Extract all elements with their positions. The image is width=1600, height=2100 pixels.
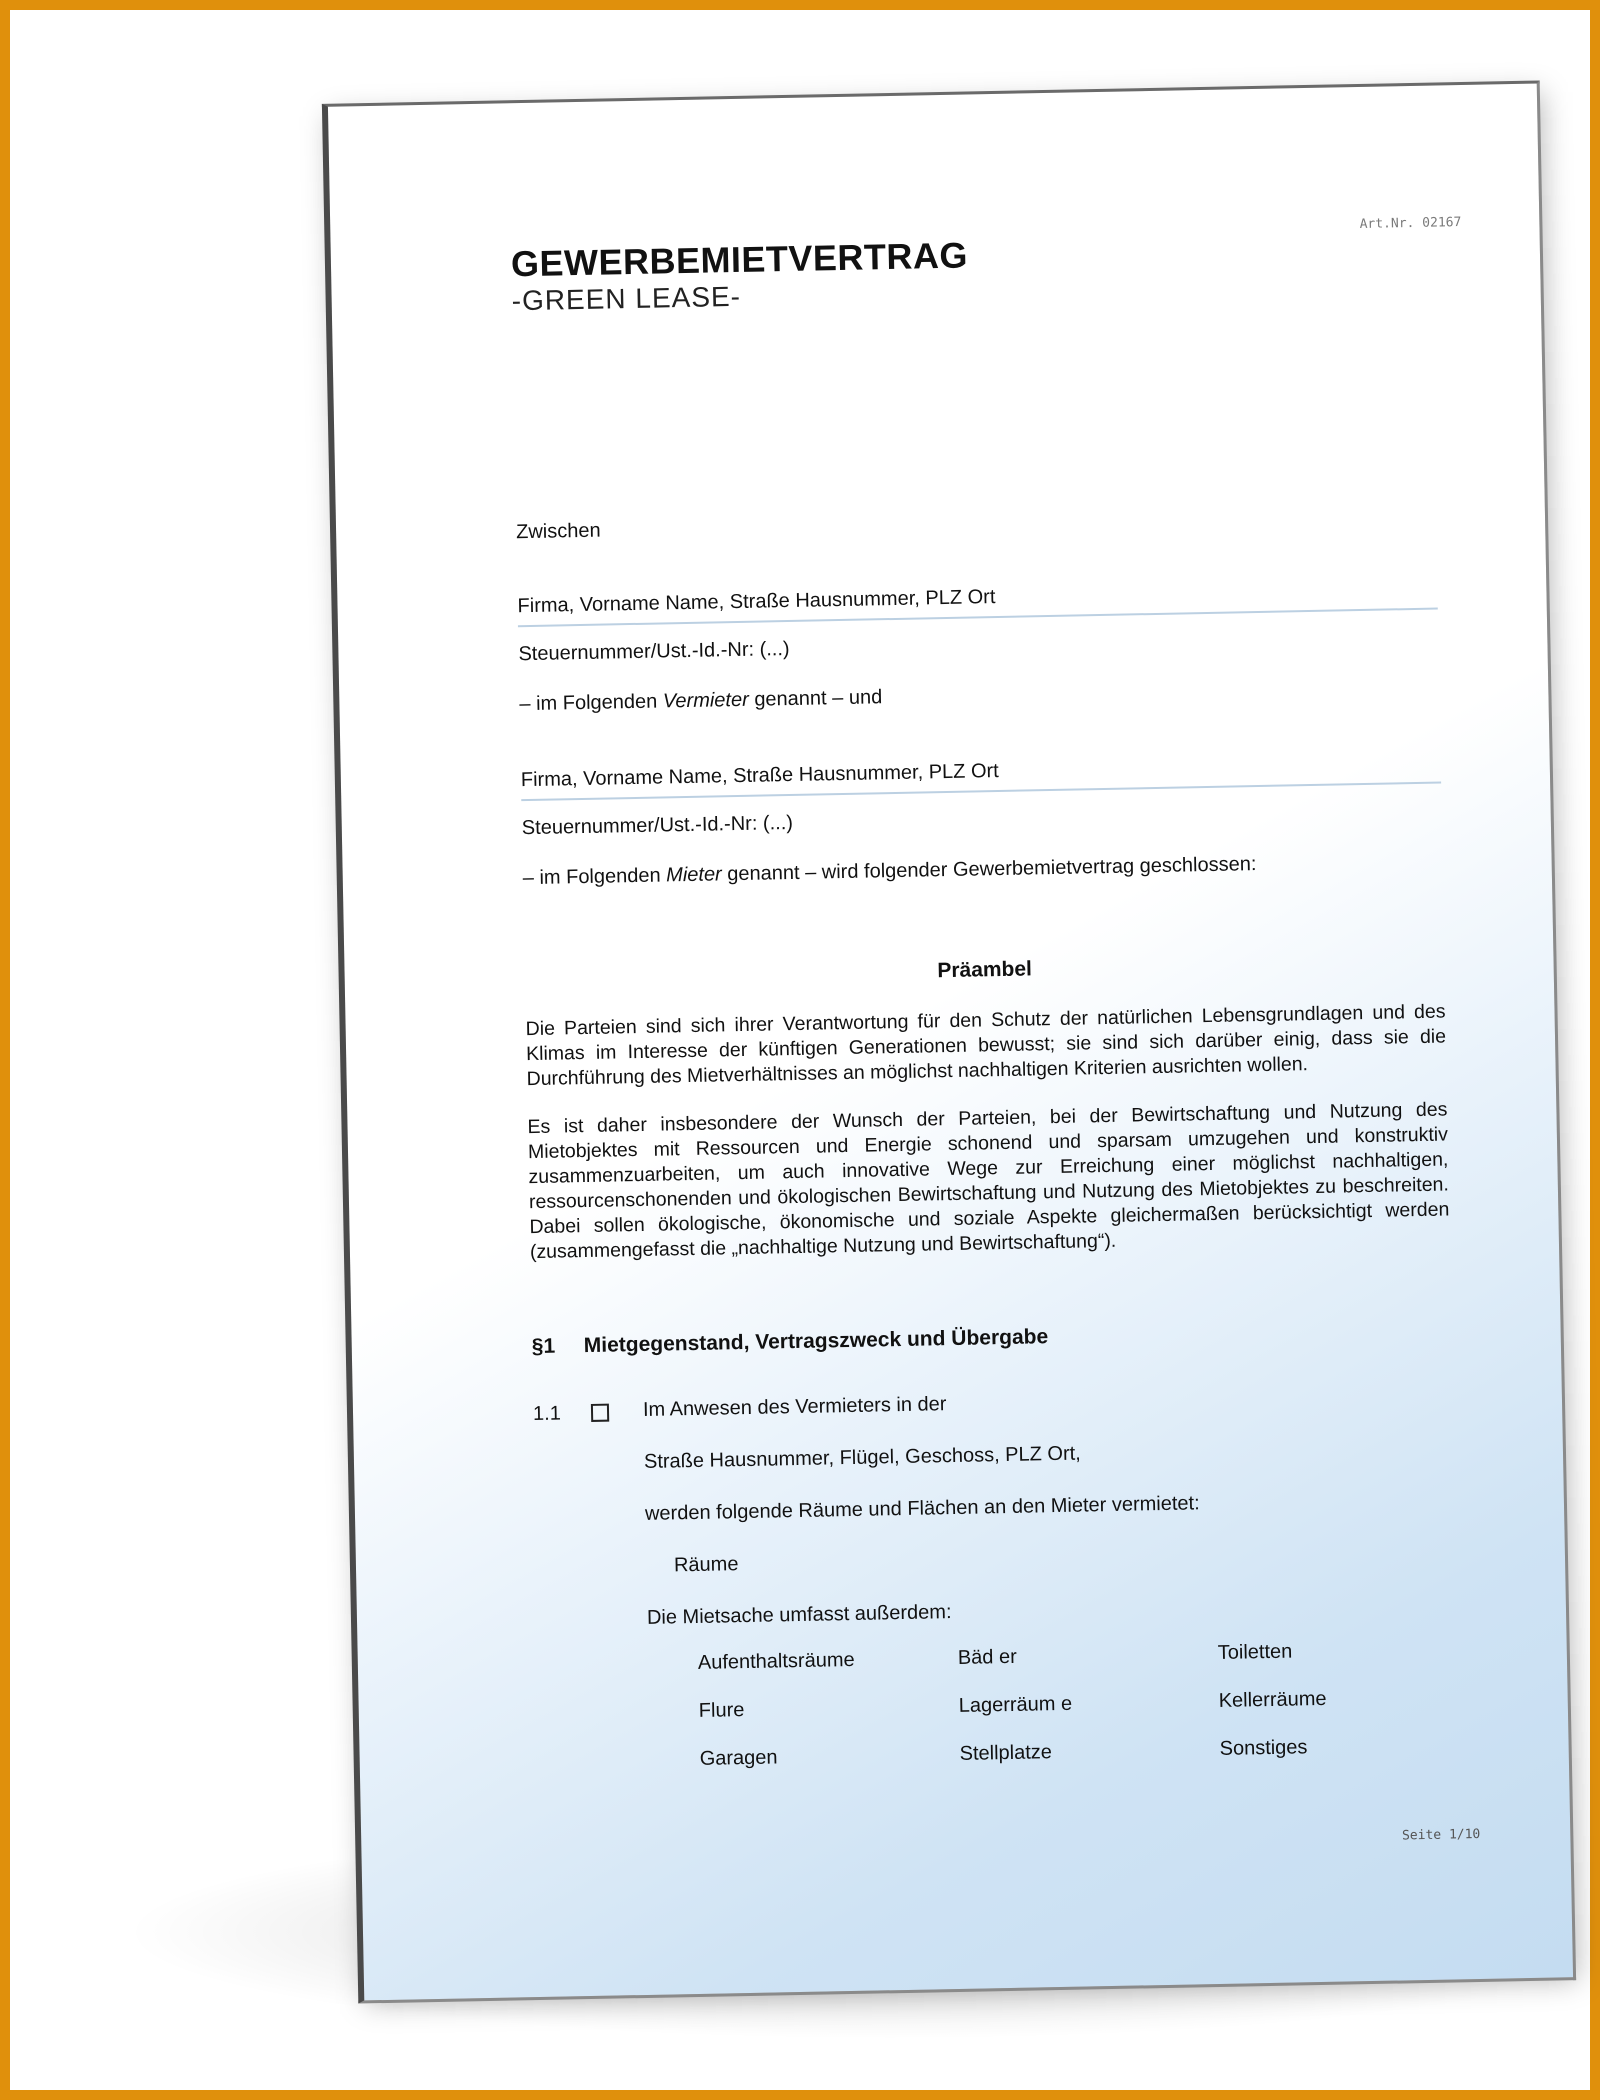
party1-role-line (519, 686, 882, 716)
party1-role-post: genannt – und (748, 686, 883, 711)
document-page (322, 80, 1576, 2003)
praeambel-paragraph-1: Die Parteien sind sich ihrer Verantwortung für den Schutz der natürlichen Lebensgrundlagen und des Klimas im Interesse der künftigen Generationen bewusst; sie sind sich darüber einig, dass sie die Durchführung des Mietverhältnisses an möglichst nachhaltigen Kriterien ausrichten wollen. (525, 1000, 1447, 1091)
party2-role-pre: – im Folgenden (522, 864, 667, 890)
article-number: Art.Nr. 02167 (1359, 215, 1462, 232)
party2-role: Mieter (665, 863, 722, 887)
party2-tax-id: Steuernummer/Ust.-Id.-Nr: (...) (521, 811, 794, 840)
zwischen-label: Zwischen (515, 519, 601, 544)
praeambel-heading: Präambel (937, 957, 1033, 983)
document-title: GEWERBEMIETVERTRAG (510, 234, 969, 285)
mietsache-also-label: Die Mietsache umfasst außerdem: (646, 1601, 952, 1629)
page-number: Seite 1/10 (1401, 1826, 1481, 1844)
extra-garagen: Garagen (699, 1746, 778, 1770)
section-1-number: §1 (531, 1334, 556, 1359)
extra-aufenthaltsraeume: Aufenthaltsräume (697, 1648, 855, 1674)
party2-role-post: genannt – wird folgender Gewerbemietvertrag geschlossen: (721, 853, 1257, 886)
extra-stellplaetze: Stellplatze (959, 1741, 1053, 1765)
document-subtitle: -GREEN LEASE- (511, 280, 742, 317)
extra-flure: Flure (698, 1699, 745, 1722)
item-1-1-line-2: Straße Hausnummer, Flügel, Geschoss, PLZ Ort, (643, 1442, 1081, 1473)
item-1-1-line-3: werden folgende Räume und Flächen an den Mieter vermietet: (644, 1492, 1200, 1525)
party1-role-pre: – im Folgenden (519, 690, 664, 716)
party1-address: Firma, Vorname Name, Straße Hausnummer, PLZ Ort (517, 586, 996, 618)
extra-baeder: Bäd er (957, 1645, 1017, 1669)
extra-lagerraeume: Lagerräum e (958, 1692, 1073, 1717)
party1-tax-id: Steuernummer/Ust.-Id.-Nr: (...) (518, 637, 790, 666)
section-1-title: Mietgegenstand, Vertragszweck und Übergabe (583, 1325, 1049, 1358)
party2-role-line (523, 853, 1257, 890)
item-1-1-number: 1.1 (532, 1402, 562, 1426)
party1-role: Vermieter (662, 688, 749, 713)
party2-address: Firma, Vorname Name, Straße Hausnummer, PLZ Ort (520, 759, 999, 792)
extra-sonstiges: Sonstiges (1219, 1736, 1308, 1760)
section-1-heading (532, 1325, 1049, 1359)
praeambel-paragraph-2: Es ist daher insbesondere der Wunsch der Parteien, bei der Bewirtschaftung und Nutzung des Mietobjektes mit Ressourcen und Energie schonend und sparsam umzugehen und konstruktiv zusammenzuarbeiten, um auch innovative Wege zur Erreichung einer möglichst nachhaltigen, ressourcenschonenden und ökologischen Bewirtschaftung und Nutzung des Mietobjektes zu beschreiten. Dabei sollen ökologische, ökonomische und soziale Aspekte gleichermaßen berücksichtigt werden (zusammengefasst die „nachhaltige Nutzung und Bewirtschaftung“). (527, 1098, 1450, 1264)
extra-kellerraeume: Kellerräume (1218, 1687, 1327, 1712)
raeume-label: Räume (673, 1553, 739, 1577)
item-1-1-line-1: Im Anwesen des Vermieters in der (642, 1393, 947, 1421)
extra-toiletten: Toiletten (1217, 1640, 1293, 1664)
item-1-1-checkbox[interactable] (591, 1404, 609, 1422)
